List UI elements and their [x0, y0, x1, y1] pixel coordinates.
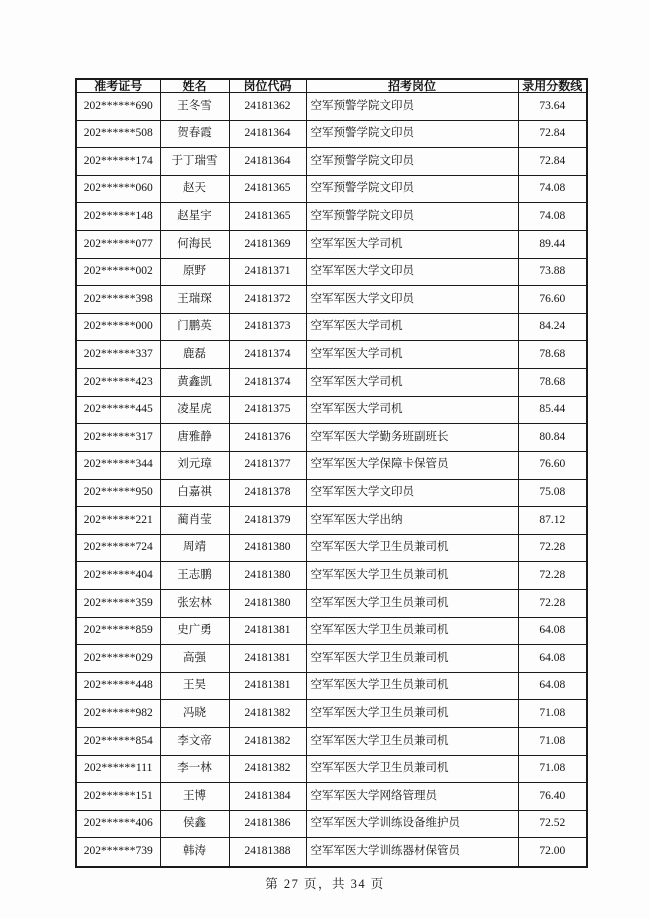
table-row — [76, 507, 587, 535]
cell-position: 空军军医大学卫生员兼司机 — [306, 617, 518, 645]
cell-score: 73.64 — [518, 93, 587, 121]
cell-score: 64.08 — [518, 672, 587, 700]
cell-exam-id: 202******111 — [76, 755, 160, 783]
table-row — [76, 728, 587, 756]
cell-name: 王瑞琛 — [160, 286, 229, 314]
cell-position-code: 24181384 — [229, 783, 306, 811]
table-row — [76, 175, 587, 203]
cell-position: 空军军医大学卫生员兼司机 — [306, 728, 518, 756]
cell-position-code: 24181386 — [229, 810, 306, 838]
cell-score: 72.84 — [518, 120, 587, 148]
table-row — [76, 369, 587, 397]
column-header-position: 招考岗位 — [306, 79, 518, 93]
cell-position: 空军军医大学文印员 — [306, 286, 518, 314]
cell-position-code: 24181374 — [229, 341, 306, 369]
table-row — [76, 424, 587, 452]
table-row — [76, 203, 587, 231]
cell-exam-id: 202******174 — [76, 148, 160, 176]
table-row — [76, 810, 587, 838]
cell-name: 贺春霞 — [160, 120, 229, 148]
cell-score: 64.08 — [518, 645, 587, 673]
table-row — [76, 93, 587, 121]
table-row — [76, 672, 587, 700]
cell-position: 空军军医大学网络管理员 — [306, 783, 518, 811]
cell-name: 李一林 — [160, 755, 229, 783]
cell-position-code: 24181382 — [229, 700, 306, 728]
cell-exam-id: 202******982 — [76, 700, 160, 728]
cell-position-code: 24181378 — [229, 479, 306, 507]
cell-score: 78.68 — [518, 369, 587, 397]
table-row — [76, 286, 587, 314]
cell-position-code: 24181365 — [229, 203, 306, 231]
cell-exam-id: 202******445 — [76, 396, 160, 424]
cell-score: 72.28 — [518, 589, 587, 617]
cell-position-code: 24181362 — [229, 93, 306, 121]
cell-exam-id: 202******423 — [76, 369, 160, 397]
cell-score: 76.60 — [518, 451, 587, 479]
cell-score: 78.68 — [518, 341, 587, 369]
cell-position: 空军军医大学卫生员兼司机 — [306, 755, 518, 783]
cell-position: 空军军医大学卫生员兼司机 — [306, 700, 518, 728]
table-row — [76, 617, 587, 645]
cell-exam-id: 202******337 — [76, 341, 160, 369]
cell-exam-id: 202******854 — [76, 728, 160, 756]
cell-exam-id: 202******448 — [76, 672, 160, 700]
cell-position: 空军军医大学文印员 — [306, 479, 518, 507]
cell-position-code: 24181380 — [229, 534, 306, 562]
cell-exam-id: 202******000 — [76, 313, 160, 341]
cell-position: 空军军医大学勤务班副班长 — [306, 424, 518, 452]
cell-position-code: 24181374 — [229, 369, 306, 397]
cell-score: 87.12 — [518, 507, 587, 535]
cell-position: 空军军医大学出纳 — [306, 507, 518, 535]
table-row — [76, 838, 587, 867]
cell-score: 80.84 — [518, 424, 587, 452]
cell-position-code: 24181371 — [229, 258, 306, 286]
cell-score: 84.24 — [518, 313, 587, 341]
table-row — [76, 755, 587, 783]
cell-position: 空军军医大学训练设备维护员 — [306, 810, 518, 838]
table-row — [76, 479, 587, 507]
cell-position: 空军预警学院文印员 — [306, 148, 518, 176]
cell-exam-id: 202******398 — [76, 286, 160, 314]
admission-score-table — [75, 78, 588, 868]
page-number-indicator: 第 27 页，共 34 页 — [265, 877, 385, 891]
column-header-position-code: 岗位代码 — [229, 79, 306, 93]
cell-position-code: 24181381 — [229, 617, 306, 645]
cell-position-code: 24181376 — [229, 424, 306, 452]
cell-position: 空军军医大学训练器材保管员 — [306, 838, 518, 867]
cell-name: 门鹏英 — [160, 313, 229, 341]
table-row — [76, 534, 587, 562]
cell-exam-id: 202******359 — [76, 589, 160, 617]
column-header-exam-id: 准考证号 — [76, 79, 160, 93]
cell-position: 空军军医大学卫生员兼司机 — [306, 589, 518, 617]
column-header-name: 姓名 — [160, 79, 229, 93]
cell-position-code: 24181382 — [229, 728, 306, 756]
cell-position: 空军军医大学司机 — [306, 396, 518, 424]
cell-name: 侯鑫 — [160, 810, 229, 838]
cell-position-code: 24181380 — [229, 562, 306, 590]
cell-name: 原野 — [160, 258, 229, 286]
cell-position: 空军军医大学司机 — [306, 369, 518, 397]
cell-score: 71.08 — [518, 728, 587, 756]
cell-position-code: 24181365 — [229, 175, 306, 203]
cell-exam-id: 202******151 — [76, 783, 160, 811]
cell-exam-id: 202******508 — [76, 120, 160, 148]
cell-name: 黄鑫凯 — [160, 369, 229, 397]
cell-score: 64.08 — [518, 617, 587, 645]
cell-score: 72.28 — [518, 562, 587, 590]
table-row — [76, 396, 587, 424]
cell-name: 刘元璋 — [160, 451, 229, 479]
cell-score: 72.84 — [518, 148, 587, 176]
cell-position: 空军军医大学卫生员兼司机 — [306, 534, 518, 562]
cell-score: 75.08 — [518, 479, 587, 507]
table-row — [76, 589, 587, 617]
cell-exam-id: 202******077 — [76, 231, 160, 259]
cell-position-code: 24181377 — [229, 451, 306, 479]
cell-position: 空军军医大学卫生员兼司机 — [306, 672, 518, 700]
cell-position: 空军军医大学保障卡保管员 — [306, 451, 518, 479]
cell-name: 赵天 — [160, 175, 229, 203]
cell-position-code: 24181388 — [229, 838, 306, 867]
cell-name: 鹿磊 — [160, 341, 229, 369]
cell-name: 王志鹏 — [160, 562, 229, 590]
cell-position-code: 24181381 — [229, 672, 306, 700]
table-row — [76, 700, 587, 728]
cell-score: 76.60 — [518, 286, 587, 314]
table-row — [76, 313, 587, 341]
cell-score: 71.08 — [518, 700, 587, 728]
cell-position-code: 24181375 — [229, 396, 306, 424]
cell-position: 空军预警学院文印员 — [306, 175, 518, 203]
cell-name: 张宏林 — [160, 589, 229, 617]
cell-position: 空军军医大学卫生员兼司机 — [306, 562, 518, 590]
cell-name: 李文帝 — [160, 728, 229, 756]
cell-exam-id: 202******029 — [76, 645, 160, 673]
cell-name: 白嘉祺 — [160, 479, 229, 507]
cell-exam-id: 202******060 — [76, 175, 160, 203]
cell-position: 空军军医大学卫生员兼司机 — [306, 645, 518, 673]
cell-exam-id: 202******739 — [76, 838, 160, 867]
cell-exam-id: 202******859 — [76, 617, 160, 645]
cell-position-code: 24181364 — [229, 120, 306, 148]
cell-name: 于丁瑞雪 — [160, 148, 229, 176]
cell-exam-id: 202******221 — [76, 507, 160, 535]
table-row — [76, 645, 587, 673]
cell-score: 72.28 — [518, 534, 587, 562]
cell-name: 凌星虎 — [160, 396, 229, 424]
cell-exam-id: 202******690 — [76, 93, 160, 121]
column-header-score-line: 录用分数线 — [518, 79, 587, 93]
cell-exam-id: 202******404 — [76, 562, 160, 590]
cell-position-code: 24181382 — [229, 755, 306, 783]
cell-score: 72.52 — [518, 810, 587, 838]
cell-score: 85.44 — [518, 396, 587, 424]
cell-name: 高强 — [160, 645, 229, 673]
cell-score: 74.08 — [518, 175, 587, 203]
cell-position: 空军军医大学司机 — [306, 341, 518, 369]
cell-position: 空军预警学院文印员 — [306, 203, 518, 231]
cell-exam-id: 202******317 — [76, 424, 160, 452]
cell-name: 冯晓 — [160, 700, 229, 728]
cell-position-code: 24181369 — [229, 231, 306, 259]
cell-position: 空军军医大学司机 — [306, 313, 518, 341]
cell-name: 王冬雪 — [160, 93, 229, 121]
table-row — [76, 258, 587, 286]
cell-name: 周靖 — [160, 534, 229, 562]
cell-position-code: 24181364 — [229, 148, 306, 176]
cell-score: 74.08 — [518, 203, 587, 231]
cell-name: 韩涛 — [160, 838, 229, 867]
cell-score: 71.08 — [518, 755, 587, 783]
cell-position: 空军预警学院文印员 — [306, 93, 518, 121]
cell-position: 空军预警学院文印员 — [306, 120, 518, 148]
cell-score: 73.88 — [518, 258, 587, 286]
cell-name: 蔺肖莹 — [160, 507, 229, 535]
cell-exam-id: 202******724 — [76, 534, 160, 562]
cell-score: 76.40 — [518, 783, 587, 811]
cell-position-code: 24181380 — [229, 589, 306, 617]
cell-position: 空军军医大学司机 — [306, 231, 518, 259]
cell-position-code: 24181372 — [229, 286, 306, 314]
table-row — [76, 783, 587, 811]
cell-exam-id: 202******950 — [76, 479, 160, 507]
cell-exam-id: 202******002 — [76, 258, 160, 286]
table-row — [76, 148, 587, 176]
cell-exam-id: 202******344 — [76, 451, 160, 479]
table-row — [76, 341, 587, 369]
cell-name: 王博 — [160, 783, 229, 811]
cell-position: 空军军医大学文印员 — [306, 258, 518, 286]
table-row — [76, 231, 587, 259]
cell-position-code: 24181373 — [229, 313, 306, 341]
cell-name: 赵星宇 — [160, 203, 229, 231]
table-row — [76, 451, 587, 479]
cell-name: 史广勇 — [160, 617, 229, 645]
cell-exam-id: 202******148 — [76, 203, 160, 231]
cell-exam-id: 202******406 — [76, 810, 160, 838]
cell-score: 89.44 — [518, 231, 587, 259]
cell-position-code: 24181381 — [229, 645, 306, 673]
cell-name: 何海民 — [160, 231, 229, 259]
cell-score: 72.00 — [518, 838, 587, 867]
table-row — [76, 120, 587, 148]
cell-name: 王昊 — [160, 672, 229, 700]
table-row — [76, 562, 587, 590]
table-header-row — [76, 79, 587, 93]
cell-name: 唐雅静 — [160, 424, 229, 452]
cell-position-code: 24181379 — [229, 507, 306, 535]
